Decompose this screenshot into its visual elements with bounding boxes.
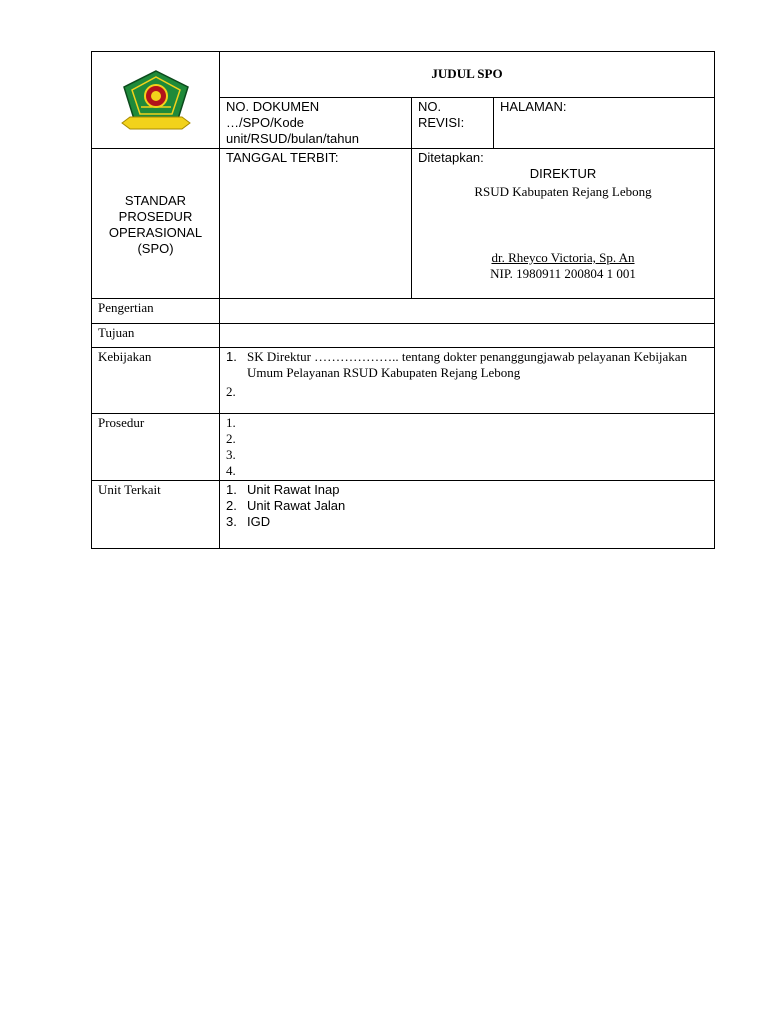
prosedur-list — [226, 415, 708, 479]
list-text — [247, 431, 708, 447]
list-item — [226, 415, 708, 431]
prosedur-label: Prosedur — [92, 414, 220, 481]
ditetapkan-cell — [412, 149, 715, 299]
list-text — [247, 415, 708, 431]
emblem-logo — [116, 65, 196, 131]
logo-cell — [92, 52, 220, 149]
list-text — [247, 447, 708, 463]
list-item — [226, 384, 708, 400]
list-number: 3. — [226, 447, 236, 462]
list-number: 3. — [226, 514, 237, 529]
list-number: 2. — [226, 498, 237, 513]
tanggal-terbit-cell — [220, 149, 412, 299]
list-number: 1. — [226, 415, 236, 430]
no-revisi-cell — [412, 98, 494, 149]
tujuan-content — [220, 324, 715, 348]
spo-label: STANDAR PROSEDUR OPERASIONAL (SPO) — [92, 149, 220, 299]
kebijakan-content — [220, 348, 715, 414]
unit-terkait-list — [226, 482, 708, 530]
list-text: Unit Rawat Inap — [247, 482, 340, 497]
list-item — [226, 447, 708, 463]
prosedur-content — [220, 414, 715, 481]
list-text: SK Direktur ……………….. tentang dokter penanggungjawab pelayanan Kebijakan Umum Pelayanan RSUD Kabupaten Rejang Lebong — [247, 349, 688, 380]
halaman-cell — [494, 98, 715, 149]
list-number: 4. — [226, 463, 236, 478]
list-number: 1. — [226, 482, 237, 497]
list-number: 2. — [226, 431, 236, 446]
list-text — [247, 384, 708, 400]
list-text: Unit Rawat Jalan — [247, 498, 346, 513]
pengertian-label: Pengertian — [92, 299, 220, 324]
list-text: IGD — [247, 514, 271, 529]
no-dokumen-label: NO. DOKUMEN — [226, 99, 320, 114]
unit-terkait-label: Unit Terkait — [92, 481, 220, 549]
unit-terkait-content — [220, 481, 715, 549]
kebijakan-list — [226, 349, 708, 400]
signatory-nip: NIP. 1980911 200804 1 001 — [490, 266, 636, 281]
document-title: JUDUL SPO — [220, 52, 715, 98]
halaman-label: HALAMAN: — [500, 99, 567, 114]
no-revisi-label: NO. REVISI: — [418, 99, 465, 130]
list-item — [226, 463, 708, 479]
list-item — [226, 482, 708, 498]
no-dokumen-cell — [220, 98, 412, 149]
signatory-name: dr. Rheyco Victoria, Sp. An — [491, 250, 635, 265]
pengertian-content — [220, 299, 715, 324]
direktur-title: DIREKTUR — [529, 166, 597, 181]
no-dokumen-value: …/SPO/Kode unit/RSUD/bulan/tahun — [226, 115, 359, 146]
list-text — [247, 463, 708, 479]
institution-name: RSUD Kabupaten Rejang Lebong — [474, 184, 652, 199]
list-item — [226, 514, 708, 530]
ditetapkan-label: Ditetapkan: — [418, 150, 484, 165]
spo-table — [91, 51, 715, 549]
list-item — [226, 498, 708, 514]
tujuan-label: Tujuan — [92, 324, 220, 348]
list-number: 1. — [226, 349, 237, 364]
list-item — [226, 349, 708, 381]
tanggal-terbit-label: TANGGAL TERBIT: — [226, 150, 339, 165]
list-item — [226, 431, 708, 447]
kebijakan-label: Kebijakan — [92, 348, 220, 414]
list-number: 2. — [226, 384, 236, 399]
